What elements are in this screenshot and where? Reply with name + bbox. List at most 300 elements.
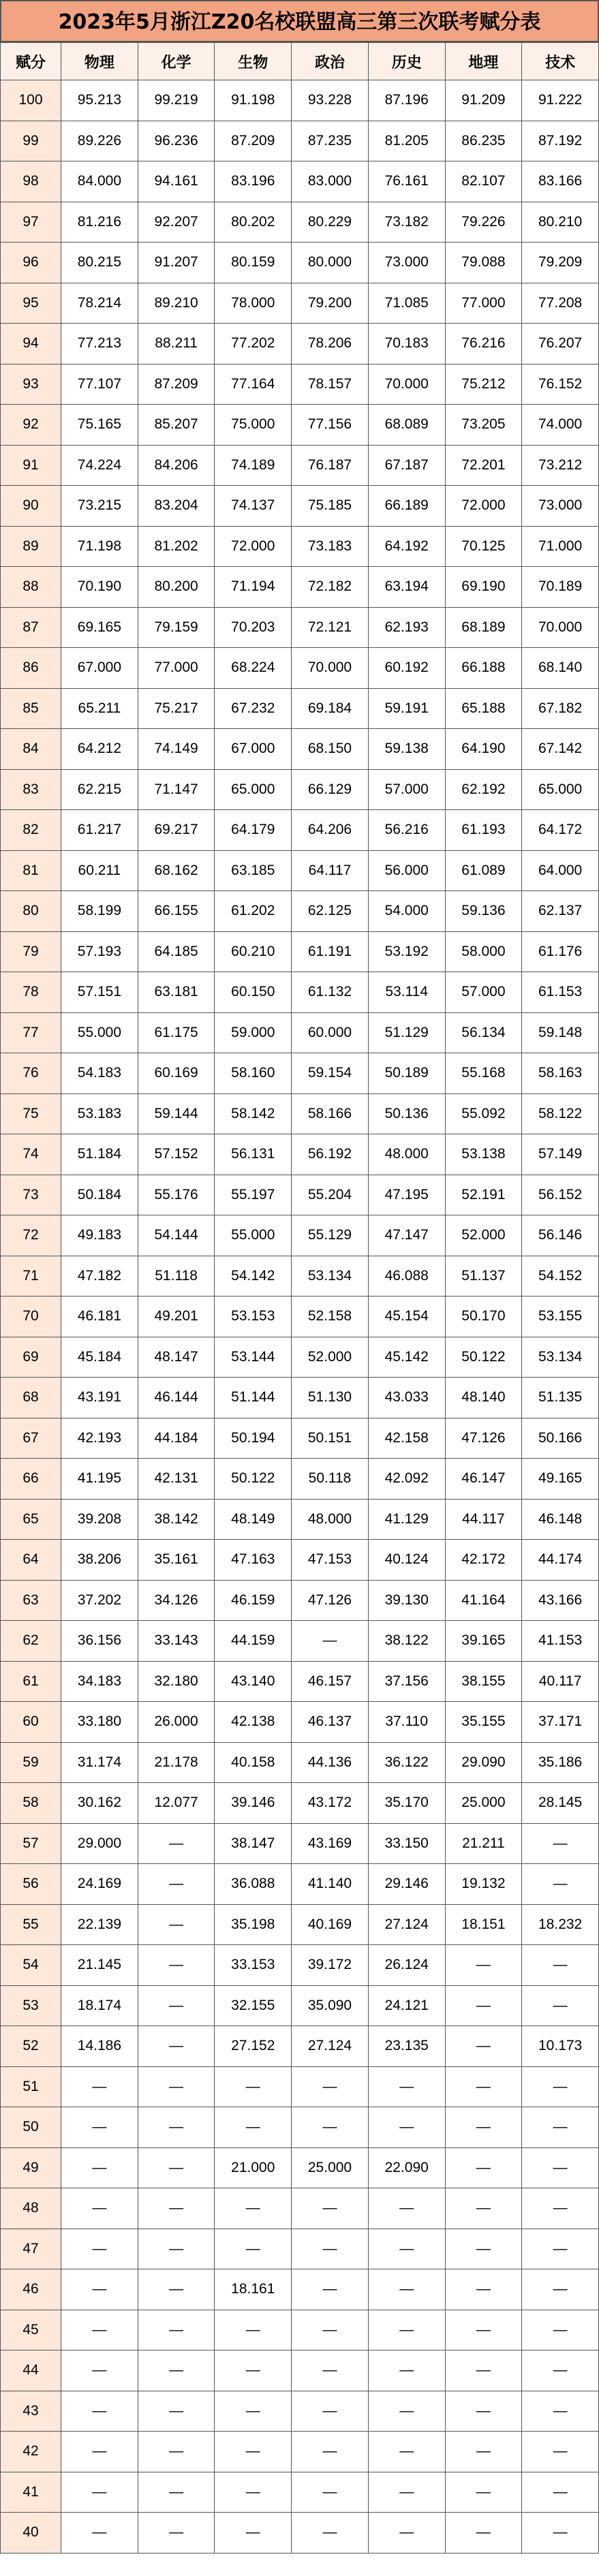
physics-cell: — (61, 2513, 138, 2554)
biology-cell: 54.142 (215, 1256, 292, 1297)
politics-cell: — (292, 2188, 369, 2229)
history-cell: 45.142 (368, 1337, 445, 1378)
table-row (1, 1012, 599, 1053)
politics-cell: — (292, 2310, 369, 2350)
chemistry-cell: 12.077 (138, 1783, 215, 1824)
geography-cell: 56.134 (445, 1012, 522, 1053)
geography-cell: 25.000 (445, 1783, 522, 1824)
geography-cell: 55.092 (445, 1093, 522, 1134)
geography-cell: 77.000 (445, 283, 522, 324)
physics-cell: 69.165 (61, 607, 138, 648)
score-cell: 66 (1, 1459, 61, 1500)
header-score: 赋分 (1, 43, 61, 80)
biology-cell: 47.163 (215, 1540, 292, 1581)
politics-cell: 58.166 (292, 1093, 369, 1134)
physics-cell: — (61, 2472, 138, 2513)
biology-cell: 59.000 (215, 1012, 292, 1053)
politics-cell: 68.150 (292, 729, 369, 770)
table-row (1, 1904, 599, 1945)
geography-cell: 73.205 (445, 405, 522, 446)
biology-cell: 27.152 (215, 2026, 292, 2067)
chemistry-cell: 44.184 (138, 1418, 215, 1459)
geography-cell: 50.122 (445, 1337, 522, 1378)
chemistry-cell: 85.207 (138, 405, 215, 446)
geography-cell: 51.137 (445, 1256, 522, 1297)
table-row (1, 364, 599, 405)
physics-cell: 81.216 (61, 202, 138, 243)
history-cell: 37.156 (368, 1661, 445, 1702)
history-cell: — (368, 2513, 445, 2554)
biology-cell: — (215, 2107, 292, 2148)
technology-cell: 41.153 (522, 1621, 599, 1662)
physics-cell: 14.186 (61, 2026, 138, 2067)
chemistry-cell: 42.131 (138, 1459, 215, 1500)
geography-cell: 79.226 (445, 202, 522, 243)
history-cell: 87.196 (368, 80, 445, 121)
history-cell: 59.138 (368, 729, 445, 770)
score-cell: 69 (1, 1337, 61, 1378)
history-cell: — (368, 2391, 445, 2432)
physics-cell: — (61, 2432, 138, 2472)
technology-cell: — (522, 1823, 599, 1864)
geography-cell: 65.188 (445, 688, 522, 729)
geography-cell: — (445, 2066, 522, 2107)
score-cell: 79 (1, 931, 61, 972)
table-row (1, 607, 599, 648)
biology-cell: 36.088 (215, 1864, 292, 1905)
geography-cell: 75.212 (445, 364, 522, 405)
physics-cell: 51.184 (61, 1134, 138, 1175)
technology-cell: 58.163 (522, 1053, 599, 1094)
physics-cell: — (61, 2229, 138, 2269)
history-cell: 54.000 (368, 891, 445, 932)
biology-cell: 63.185 (215, 850, 292, 891)
technology-cell: 65.000 (522, 769, 599, 810)
geography-cell: 29.090 (445, 1742, 522, 1783)
technology-cell: 87.192 (522, 121, 599, 161)
physics-cell: 62.215 (61, 769, 138, 810)
politics-cell: — (292, 1621, 369, 1662)
technology-cell: 49.165 (522, 1459, 599, 1500)
biology-cell: 43.140 (215, 1661, 292, 1702)
table-row (1, 161, 599, 202)
technology-cell: 76.152 (522, 364, 599, 405)
header-politics: 政治 (292, 43, 369, 80)
politics-cell: 25.000 (292, 2147, 369, 2188)
physics-cell: 22.139 (61, 1904, 138, 1945)
chemistry-cell: — (138, 2350, 215, 2391)
geography-cell: — (445, 2472, 522, 2513)
biology-cell: 67.232 (215, 688, 292, 729)
geography-cell: 42.172 (445, 1540, 522, 1581)
physics-cell: 80.215 (61, 243, 138, 283)
politics-cell: — (292, 2513, 369, 2554)
table-row (1, 1418, 599, 1459)
geography-cell: 66.188 (445, 648, 522, 689)
chemistry-cell: 81.202 (138, 526, 215, 567)
technology-cell: 43.166 (522, 1580, 599, 1621)
geography-cell: 35.155 (445, 1702, 522, 1743)
technology-cell: 70.000 (522, 607, 599, 648)
table-row (1, 1783, 599, 1824)
chemistry-cell: 33.143 (138, 1621, 215, 1662)
politics-cell: 52.000 (292, 1337, 369, 1378)
chemistry-cell: — (138, 2513, 215, 2554)
physics-cell: 37.202 (61, 1580, 138, 1621)
technology-cell: — (522, 1864, 599, 1905)
physics-cell: 29.000 (61, 1823, 138, 1864)
chemistry-cell: — (138, 2107, 215, 2148)
biology-cell: 50.194 (215, 1418, 292, 1459)
table-body (1, 80, 599, 2554)
politics-cell: 80.000 (292, 243, 369, 283)
history-cell: — (368, 2269, 445, 2310)
geography-cell: 79.088 (445, 243, 522, 283)
score-cell: 57 (1, 1823, 61, 1864)
biology-cell: 75.000 (215, 405, 292, 446)
biology-cell: 77.164 (215, 364, 292, 405)
score-cell: 78 (1, 972, 61, 1013)
score-cell: 62 (1, 1621, 61, 1662)
biology-cell: 58.142 (215, 1093, 292, 1134)
physics-cell: 78.214 (61, 283, 138, 324)
physics-cell: 73.215 (61, 486, 138, 527)
table-row (1, 972, 599, 1013)
biology-cell: 40.158 (215, 1742, 292, 1783)
score-cell: 98 (1, 161, 61, 202)
biology-cell: 42.138 (215, 1702, 292, 1743)
score-cell: 89 (1, 526, 61, 567)
chemistry-cell: — (138, 2229, 215, 2269)
geography-cell: — (445, 2391, 522, 2432)
biology-cell: 53.153 (215, 1297, 292, 1337)
score-cell: 88 (1, 567, 61, 608)
chemistry-cell: 66.155 (138, 891, 215, 932)
header-technology: 技术 (522, 43, 599, 80)
history-cell: 50.136 (368, 1093, 445, 1134)
chemistry-cell: — (138, 2472, 215, 2513)
technology-cell: 71.000 (522, 526, 599, 567)
technology-cell: 58.122 (522, 1093, 599, 1134)
history-cell: 76.161 (368, 161, 445, 202)
politics-cell: 62.125 (292, 891, 369, 932)
technology-cell: 18.232 (522, 1904, 599, 1945)
biology-cell: 18.161 (215, 2269, 292, 2310)
chemistry-cell: 75.217 (138, 688, 215, 729)
biology-cell: 72.000 (215, 526, 292, 567)
chemistry-cell: 46.144 (138, 1378, 215, 1418)
history-cell: 60.192 (368, 648, 445, 689)
physics-cell: 70.190 (61, 567, 138, 608)
politics-cell: 59.154 (292, 1053, 369, 1094)
table-row (1, 1297, 599, 1337)
geography-cell: 76.216 (445, 324, 522, 364)
physics-cell: 43.191 (61, 1378, 138, 1418)
physics-cell: 67.000 (61, 648, 138, 689)
technology-cell: 10.173 (522, 2026, 599, 2067)
history-cell: — (368, 2310, 445, 2350)
biology-cell: 83.196 (215, 161, 292, 202)
technology-cell: 74.000 (522, 405, 599, 446)
chemistry-cell: — (138, 1904, 215, 1945)
politics-cell: 93.228 (292, 80, 369, 121)
table-row (1, 1621, 599, 1662)
technology-cell: — (522, 1985, 599, 2026)
politics-cell: — (292, 2350, 369, 2391)
geography-cell: 61.089 (445, 850, 522, 891)
biology-cell: 55.197 (215, 1175, 292, 1215)
physics-cell: 39.208 (61, 1499, 138, 1540)
table-row (1, 1093, 599, 1134)
geography-cell: 61.193 (445, 810, 522, 851)
politics-cell: 52.158 (292, 1297, 369, 1337)
score-cell: 81 (1, 850, 61, 891)
technology-cell: 50.166 (522, 1418, 599, 1459)
technology-cell: — (522, 1945, 599, 1986)
politics-cell: 47.126 (292, 1580, 369, 1621)
table-row (1, 2229, 599, 2269)
chemistry-cell: 71.147 (138, 769, 215, 810)
physics-cell: 21.145 (61, 1945, 138, 1986)
geography-cell: — (445, 2026, 522, 2067)
geography-cell: 64.190 (445, 729, 522, 770)
table-row (1, 1337, 599, 1378)
biology-cell: — (215, 2391, 292, 2432)
history-cell: 29.146 (368, 1864, 445, 1905)
history-cell: 50.189 (368, 1053, 445, 1094)
history-cell: 40.124 (368, 1540, 445, 1581)
physics-cell: 31.174 (61, 1742, 138, 1783)
politics-cell: 80.229 (292, 202, 369, 243)
politics-cell: 51.130 (292, 1378, 369, 1418)
geography-cell: — (445, 1945, 522, 1986)
history-cell: 59.191 (368, 688, 445, 729)
history-cell: 42.158 (368, 1418, 445, 1459)
physics-cell: — (61, 2269, 138, 2310)
politics-cell: 77.156 (292, 405, 369, 446)
physics-cell: 36.156 (61, 1621, 138, 1662)
technology-cell: 62.137 (522, 891, 599, 932)
history-cell: 42.092 (368, 1459, 445, 1500)
politics-cell: 39.172 (292, 1945, 369, 1986)
history-cell: 56.000 (368, 850, 445, 891)
physics-cell: 58.199 (61, 891, 138, 932)
biology-cell: — (215, 2229, 292, 2269)
geography-cell: — (445, 2147, 522, 2188)
geography-cell: 50.170 (445, 1297, 522, 1337)
technology-cell: — (522, 2391, 599, 2432)
score-cell: 65 (1, 1499, 61, 1540)
table-row (1, 2269, 599, 2310)
history-cell: 81.205 (368, 121, 445, 161)
biology-cell: 80.159 (215, 243, 292, 283)
history-cell: 47.147 (368, 1215, 445, 1256)
technology-cell: 91.222 (522, 80, 599, 121)
table-row (1, 2310, 599, 2350)
politics-cell: 27.124 (292, 2026, 369, 2067)
chemistry-cell: 77.000 (138, 648, 215, 689)
physics-cell: 50.184 (61, 1175, 138, 1215)
table-header (1, 43, 599, 80)
score-cell: 94 (1, 324, 61, 364)
history-cell: 53.192 (368, 931, 445, 972)
politics-cell: 83.000 (292, 161, 369, 202)
table-row (1, 2107, 599, 2148)
physics-cell: 45.184 (61, 1337, 138, 1378)
score-cell: 58 (1, 1783, 61, 1824)
physics-cell: 77.107 (61, 364, 138, 405)
technology-cell: 61.176 (522, 931, 599, 972)
score-cell: 45 (1, 2310, 61, 2350)
table-row (1, 810, 599, 851)
header-chemistry: 化学 (138, 43, 215, 80)
chemistry-cell: 80.200 (138, 567, 215, 608)
score-cell: 48 (1, 2188, 61, 2229)
chemistry-cell: 26.000 (138, 1702, 215, 1743)
politics-cell: 69.184 (292, 688, 369, 729)
chemistry-cell: 91.207 (138, 243, 215, 283)
geography-cell: 19.132 (445, 1864, 522, 1905)
chemistry-cell: 64.185 (138, 931, 215, 972)
chemistry-cell: 49.201 (138, 1297, 215, 1337)
score-cell: 77 (1, 1012, 61, 1053)
politics-cell: 47.153 (292, 1540, 369, 1581)
politics-cell: 43.169 (292, 1823, 369, 1864)
technology-cell: 68.140 (522, 648, 599, 689)
technology-cell: 53.155 (522, 1297, 599, 1337)
table-row (1, 2026, 599, 2067)
table-row (1, 1702, 599, 1743)
politics-cell: 50.151 (292, 1418, 369, 1459)
chemistry-cell: 61.175 (138, 1012, 215, 1053)
chemistry-cell: 21.178 (138, 1742, 215, 1783)
politics-cell: 50.118 (292, 1459, 369, 1500)
chemistry-cell: — (138, 2188, 215, 2229)
table-row (1, 769, 599, 810)
geography-cell: 69.190 (445, 567, 522, 608)
biology-cell: 91.198 (215, 80, 292, 121)
physics-cell: 34.183 (61, 1661, 138, 1702)
table-row (1, 1742, 599, 1783)
technology-cell: — (522, 2066, 599, 2107)
geography-cell: 47.126 (445, 1418, 522, 1459)
physics-cell: 57.151 (61, 972, 138, 1013)
technology-cell: 53.134 (522, 1337, 599, 1378)
physics-cell: 64.212 (61, 729, 138, 770)
history-cell: 27.124 (368, 1904, 445, 1945)
geography-cell: — (445, 2432, 522, 2472)
table-row (1, 2188, 599, 2229)
score-cell: 67 (1, 1418, 61, 1459)
physics-cell: 49.183 (61, 1215, 138, 1256)
biology-cell: 68.224 (215, 648, 292, 689)
history-cell: — (368, 2188, 445, 2229)
physics-cell: 53.183 (61, 1093, 138, 1134)
politics-cell: 60.000 (292, 1012, 369, 1053)
biology-cell: 50.122 (215, 1459, 292, 1500)
score-cell: 90 (1, 486, 61, 527)
biology-cell: 80.202 (215, 202, 292, 243)
politics-cell: 56.192 (292, 1134, 369, 1175)
score-cell: 41 (1, 2472, 61, 2513)
chemistry-cell: 74.149 (138, 729, 215, 770)
technology-cell: — (522, 2269, 599, 2310)
score-cell: 55 (1, 1904, 61, 1945)
technology-cell: — (522, 2513, 599, 2554)
biology-cell: — (215, 2066, 292, 2107)
physics-cell: 42.193 (61, 1418, 138, 1459)
geography-cell: 21.211 (445, 1823, 522, 1864)
history-cell: 43.033 (368, 1378, 445, 1418)
score-cell: 60 (1, 1702, 61, 1743)
technology-cell: 59.148 (522, 1012, 599, 1053)
chemistry-cell: — (138, 2269, 215, 2310)
politics-cell: 78.157 (292, 364, 369, 405)
biology-cell: — (215, 2432, 292, 2472)
table-row (1, 2513, 599, 2554)
score-cell: 93 (1, 364, 61, 405)
biology-cell: 71.194 (215, 567, 292, 608)
score-table (0, 42, 599, 2554)
physics-cell: 89.226 (61, 121, 138, 161)
score-cell: 92 (1, 405, 61, 446)
chemistry-cell: — (138, 2391, 215, 2432)
politics-cell: 78.206 (292, 324, 369, 364)
score-cell: 63 (1, 1580, 61, 1621)
score-cell: 100 (1, 80, 61, 121)
geography-cell: 46.147 (445, 1459, 522, 1500)
politics-cell: 72.182 (292, 567, 369, 608)
biology-cell: 32.155 (215, 1985, 292, 2026)
physics-cell: 74.224 (61, 445, 138, 486)
physics-cell: 24.169 (61, 1864, 138, 1905)
geography-cell: 52.191 (445, 1175, 522, 1215)
geography-cell: 59.136 (445, 891, 522, 932)
score-cell: 72 (1, 1215, 61, 1256)
technology-cell: 73.000 (522, 486, 599, 527)
politics-cell: — (292, 2229, 369, 2269)
chemistry-cell: 68.162 (138, 850, 215, 891)
technology-cell: 44.174 (522, 1540, 599, 1581)
technology-cell: — (522, 2147, 599, 2188)
history-cell: 70.183 (368, 324, 445, 364)
geography-cell: — (445, 2188, 522, 2229)
technology-cell: — (522, 2107, 599, 2148)
technology-cell: 54.152 (522, 1256, 599, 1297)
biology-cell: 44.159 (215, 1621, 292, 1662)
chemistry-cell: — (138, 2066, 215, 2107)
politics-cell: 64.206 (292, 810, 369, 851)
physics-cell: 77.213 (61, 324, 138, 364)
politics-cell: 73.183 (292, 526, 369, 567)
technology-cell: 51.135 (522, 1378, 599, 1418)
technology-cell: 73.212 (522, 445, 599, 486)
score-cell: 53 (1, 1985, 61, 2026)
geography-cell: — (445, 2350, 522, 2391)
chemistry-cell: 94.161 (138, 161, 215, 202)
score-cell: 47 (1, 2229, 61, 2269)
score-cell: 71 (1, 1256, 61, 1297)
table-row (1, 526, 599, 567)
politics-cell: — (292, 2066, 369, 2107)
biology-cell: 65.000 (215, 769, 292, 810)
history-cell: 24.121 (368, 1985, 445, 2026)
geography-cell: 82.107 (445, 161, 522, 202)
biology-cell: — (215, 2513, 292, 2554)
physics-cell: 18.174 (61, 1985, 138, 2026)
history-cell: 45.154 (368, 1297, 445, 1337)
table-row (1, 2147, 599, 2188)
